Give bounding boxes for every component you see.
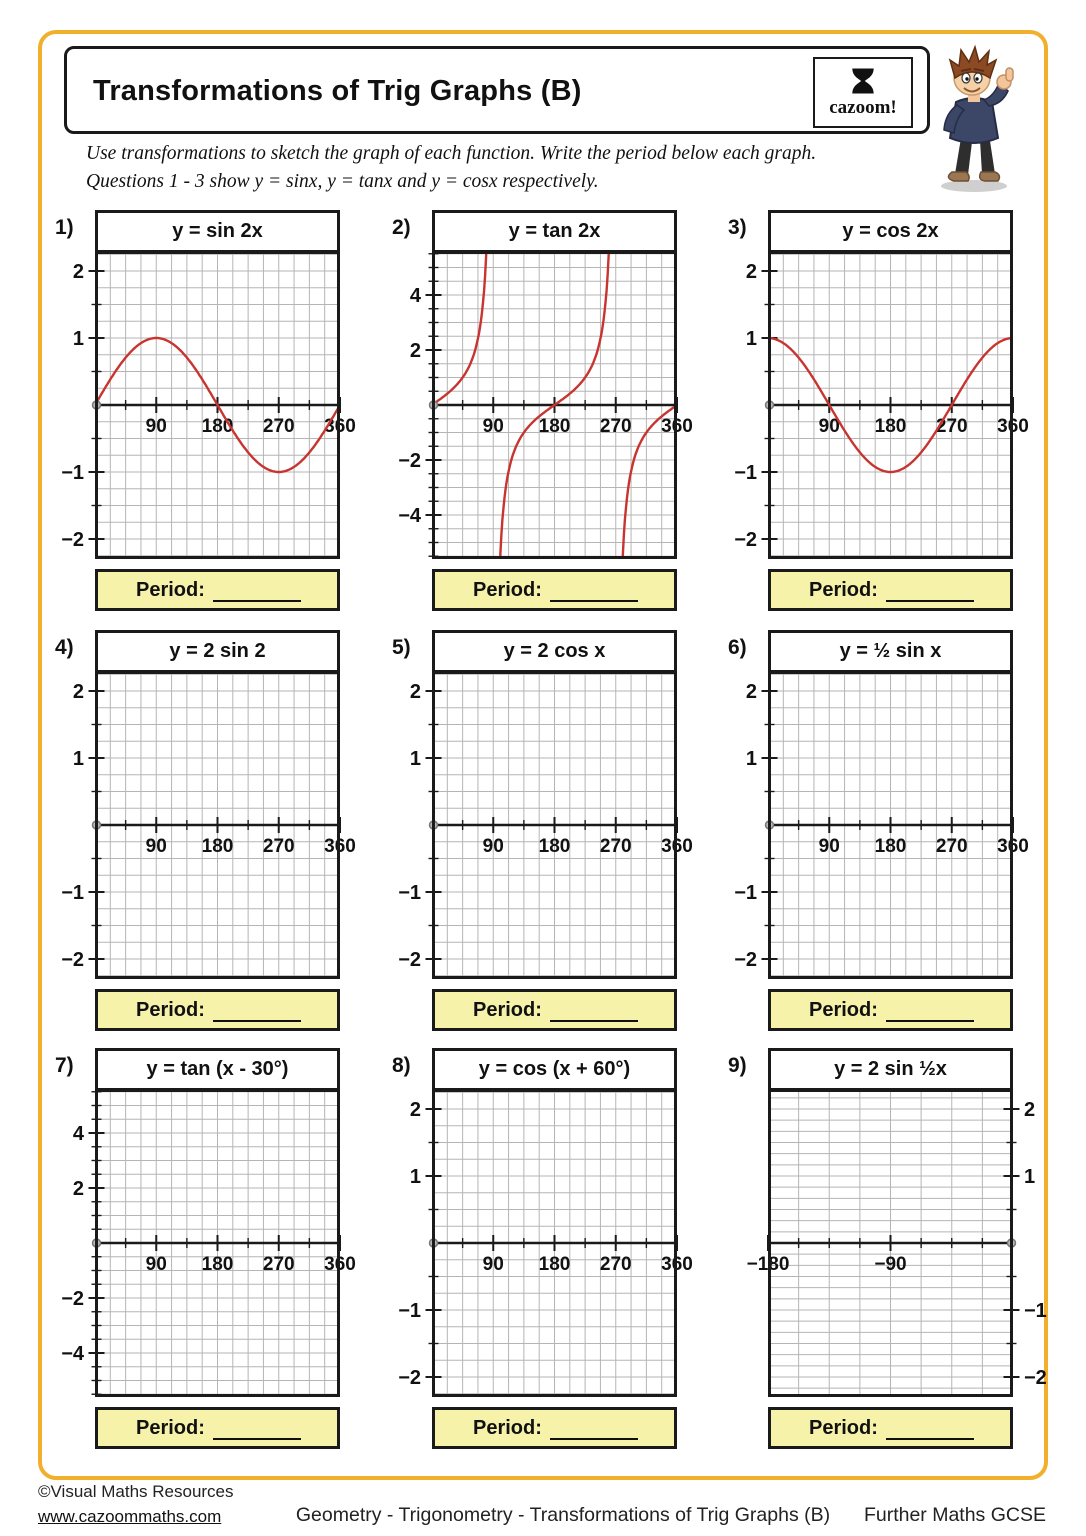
question-number: 2) [392,216,411,239]
question-cell [392,1048,772,1449]
graph-plot [49,669,389,981]
svg-text:90: 90 [145,416,167,437]
period-answer-blank [886,1416,974,1440]
footer-level: Further Maths GCSE [863,1504,1046,1526]
question-cell [728,630,1086,1031]
svg-text:270: 270 [262,1254,295,1275]
question-number: 4) [55,636,74,659]
svg-text:−1: −1 [734,882,757,904]
graph-title: y = sin 2x [95,210,340,251]
svg-text:−2: −2 [61,529,84,551]
graph-title: y = tan (x - 30°) [95,1048,340,1089]
svg-text:180: 180 [201,1254,234,1275]
svg-text:2: 2 [1024,1099,1036,1121]
svg-text:−2: −2 [398,1367,421,1389]
svg-text:270: 270 [262,836,295,857]
svg-text:90: 90 [818,836,840,857]
svg-text:2: 2 [409,1099,421,1121]
graph-title: y = 2 sin ½x [768,1048,1013,1089]
question-cell [55,630,435,1031]
svg-text:180: 180 [874,416,907,437]
svg-text:1: 1 [72,328,84,350]
period-answer-blank [213,1416,301,1440]
graph-plot [386,669,726,981]
svg-text:180: 180 [874,836,907,857]
period-label: Period: [473,578,542,601]
footer-website-link[interactable]: www.cazoommaths.com [38,1507,222,1526]
svg-text:270: 270 [599,836,632,857]
period-label: Period: [136,578,205,601]
graph-plot [49,1087,389,1399]
svg-text:360: 360 [997,836,1029,857]
svg-text:−4: −4 [61,1343,84,1365]
question-number: 6) [728,636,747,659]
instructions [86,140,816,196]
cazoom-logo-text: cazoom! [829,97,897,118]
svg-text:−1: −1 [61,462,84,484]
svg-text:180: 180 [538,1254,571,1275]
graph-title: y = tan 2x [432,210,677,251]
svg-text:−2: −2 [734,949,757,971]
instructions-line1: Use transformations to sketch the graph of each function. Write the period below each graph. [86,143,817,164]
mascot-character [928,38,1018,198]
period-answer-blank [550,1416,638,1440]
svg-text:1: 1 [409,1166,421,1188]
svg-text:−2: −2 [398,450,421,472]
svg-text:270: 270 [262,416,295,437]
question-number: 3) [728,216,747,239]
question-cell [392,210,772,611]
footer-copyright: ©Visual Maths Resources [38,1482,234,1501]
svg-text:−90: −90 [874,1254,907,1275]
svg-text:270: 270 [599,1254,632,1275]
svg-text:180: 180 [201,416,234,437]
period-box [95,1407,340,1449]
question-number: 1) [55,216,74,239]
graph-title: y = 2 cos x [432,630,677,671]
svg-text:180: 180 [538,416,571,437]
period-box [768,569,1013,611]
period-answer-blank [886,998,974,1022]
graph-plot [722,1087,1062,1399]
svg-text:180: 180 [538,836,571,857]
period-answer-blank [886,578,974,602]
graph-plot [49,249,389,561]
graph-plot [722,669,1062,981]
period-label: Period: [809,1416,878,1439]
svg-text:−1: −1 [734,462,757,484]
svg-text:360: 360 [661,1254,693,1275]
svg-text:270: 270 [935,416,968,437]
footer-left [38,1482,234,1527]
svg-text:360: 360 [661,416,693,437]
svg-text:2: 2 [409,681,421,703]
svg-text:−180: −180 [746,1254,790,1275]
svg-text:−2: −2 [734,529,757,551]
period-label: Period: [136,1416,205,1439]
svg-text:−1: −1 [61,882,84,904]
svg-text:2: 2 [72,261,84,283]
svg-text:90: 90 [482,836,504,857]
header [64,46,930,134]
svg-text:−2: −2 [61,949,84,971]
svg-text:90: 90 [145,836,167,857]
question-number: 5) [392,636,411,659]
period-answer-blank [213,998,301,1022]
svg-text:−2: −2 [1024,1367,1047,1389]
period-box [432,989,677,1031]
period-label: Period: [473,1416,542,1439]
cazoom-logo-icon [847,66,879,96]
svg-text:−2: −2 [61,1288,84,1310]
question-cell [55,1048,435,1449]
svg-text:1: 1 [72,748,84,770]
svg-text:4: 4 [72,1123,84,1145]
question-cell [728,1048,1086,1449]
graph-title: y = 2 sin 2 [95,630,340,671]
graph-plot [386,249,726,561]
svg-text:−1: −1 [398,1300,421,1322]
page-title: Transformations of Trig Graphs (B) [93,75,582,107]
svg-text:90: 90 [482,1254,504,1275]
period-box [95,989,340,1031]
svg-text:360: 360 [324,416,356,437]
period-label: Period: [136,998,205,1021]
svg-text:180: 180 [201,836,234,857]
svg-text:90: 90 [482,416,504,437]
svg-text:1: 1 [409,748,421,770]
svg-text:270: 270 [599,416,632,437]
svg-text:4: 4 [409,285,421,307]
mascot-illustration [928,38,1018,193]
svg-text:360: 360 [324,1254,356,1275]
period-box [768,1407,1013,1449]
svg-text:1: 1 [745,328,757,350]
svg-text:2: 2 [409,340,421,362]
period-box [768,989,1013,1031]
question-number: 8) [392,1054,411,1077]
question-number: 9) [728,1054,747,1077]
question-cell [392,630,772,1031]
instructions-line2: Questions 1 - 3 show y = sinx, y = tanx and y = cosx respectively. [86,171,599,192]
svg-text:−2: −2 [398,949,421,971]
question-cell [55,210,435,611]
period-box [95,569,340,611]
svg-text:−4: −4 [398,505,421,527]
svg-text:−1: −1 [398,882,421,904]
svg-text:270: 270 [935,836,968,857]
period-label: Period: [809,578,878,601]
footer-category: Geometry - Trigonometry - Transformations of Trig Graphs (B) [295,1504,831,1526]
period-answer-blank [550,998,638,1022]
graph-plot [722,249,1062,561]
period-box [432,1407,677,1449]
graph-title: y = cos (x + 60°) [432,1048,677,1089]
svg-text:360: 360 [997,416,1029,437]
graph-title: y = ½ sin x [768,630,1013,671]
period-label: Period: [809,998,878,1021]
period-answer-blank [550,578,638,602]
svg-text:2: 2 [745,681,757,703]
graph-title: y = cos 2x [768,210,1013,251]
svg-text:90: 90 [145,1254,167,1275]
svg-text:2: 2 [72,681,84,703]
svg-text:1: 1 [745,748,757,770]
svg-text:−1: −1 [1024,1300,1047,1322]
svg-text:360: 360 [661,836,693,857]
period-label: Period: [473,998,542,1021]
svg-text:360: 360 [324,836,356,857]
period-answer-blank [213,578,301,602]
svg-text:90: 90 [818,416,840,437]
cazoom-logo [813,57,913,128]
svg-text:2: 2 [745,261,757,283]
question-number: 7) [55,1054,74,1077]
period-box [432,569,677,611]
graph-plot [386,1087,726,1399]
svg-text:1: 1 [1024,1166,1036,1188]
svg-text:2: 2 [72,1178,84,1200]
question-cell [728,210,1086,611]
